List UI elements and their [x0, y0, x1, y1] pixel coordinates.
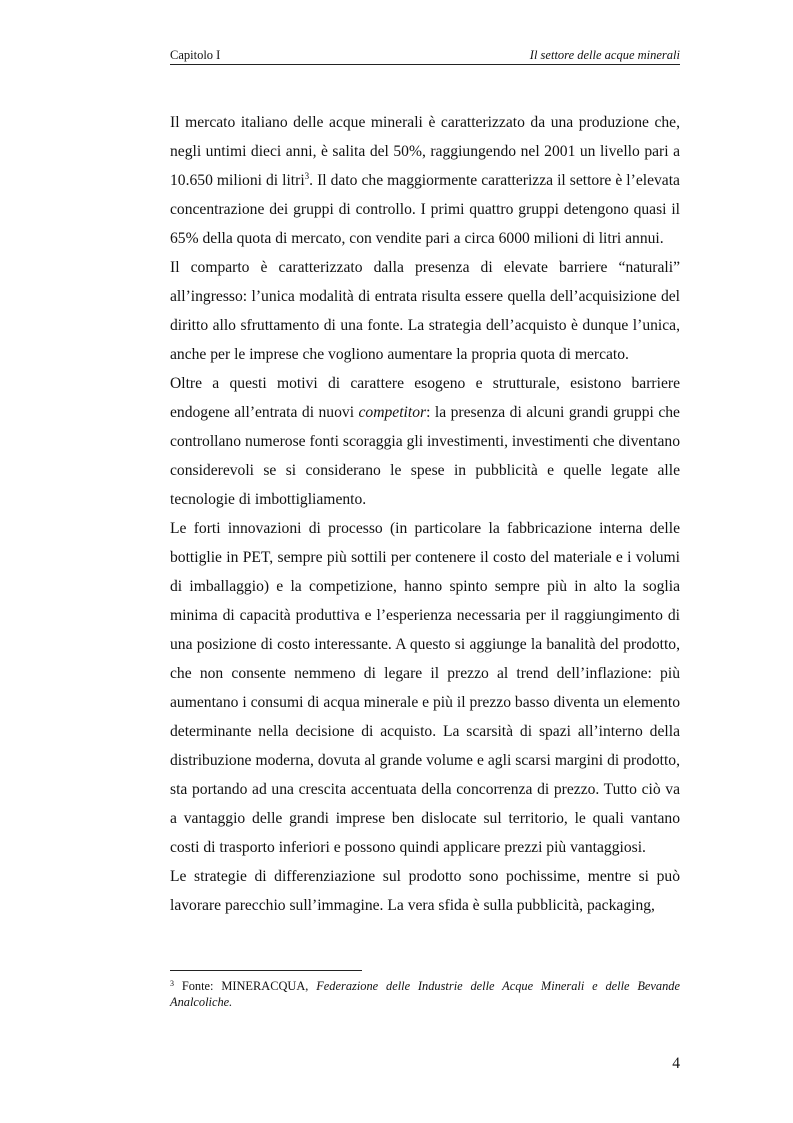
paragraph-1 — [170, 108, 680, 253]
paragraph-5: Le strategie di differenziazione sul prodotto sono pochissime, mentre si può lavorare parecchio sull’immagine. La vera sfida è sulla pubblicità, packaging, — [170, 868, 680, 914]
footnote-text: Fonte: MINERACQUA, — [174, 979, 317, 993]
body-text — [170, 108, 680, 920]
paragraph-3 — [170, 369, 680, 514]
footnote-emphasis: Federazione delle Industrie delle Acque Minerali e delle Bevande Analcoliche. — [170, 979, 680, 1009]
paragraph-3-text-a: Oltre a questi motivi di carattere esogeno e strutturale, esistono barriere endogene all’entrata di nuovi — [170, 375, 680, 421]
running-header — [170, 48, 680, 65]
paragraph-3-text-b: : la presenza di alcuni grandi gruppi che controllano numerose fonti scoraggia gli investimenti, investimenti che diventano considerevoli se si considerano le spese in pubblicità e quelle legate alle tecnologie di imbottigliamento. — [170, 404, 680, 508]
footnote-number: 3 — [170, 979, 174, 988]
paragraph-3-emphasis: competitor — [358, 404, 427, 421]
footnote-3 — [170, 978, 680, 1010]
paragraph-4: Le forti innovazioni di processo (in particolare la fabbricazione interna delle bottiglie in PET, sempre più sottili per contenere il costo del materiale e i volumi di imballaggio) e la competizione, hanno spinto sempre più in alto la soglia minima di capacità produttiva e l’esperienza necessaria per il raggiungimento di una posizione di costo interessante. A questo si aggiunge la banalità del prodotto, che non consente nemmeno di legare il prezzo al trend dell’inflazione: più aumentano i consumi di acqua minerale e più il prezzo basso diventa un elemento determinante nella decisione di acquisto. La scarsità di spazi all’interno della distribuzione moderna, dovuta al grande volume e agli scarsi margini di prodotto, sta portando ad una crescita accentuata della concorrenza di prezzo. Tutto ciò va a vantaggio delle grandi imprese ben dislocate sul territorio, le quali vantano costi di trasporto inferiori e possono quindi applicare prezzi più vantaggiosi. — [170, 520, 680, 856]
paragraph-2: Il comparto è caratterizzato dalla presenza di elevate barriere “naturali” all’ingresso: l’unica modalità di entrata risulta essere quella dell’acquisizione del diritto allo sfruttamento di una fonte. La strategia dell’acquisto è dunque l’unica, anche per le imprese che vogliono aumentare la propria quota di mercato. — [170, 259, 680, 363]
paragraph-1-text-a: Il mercato italiano delle acque minerali è caratterizzato da una produzione che, negli untimi dieci anni, è salita del 50%, raggiungendo nel 2001 un livello pari a 10.650 milioni di litri — [170, 114, 680, 189]
paragraph-1-text-b: . Il dato che maggiormente caratterizza il settore è l’elevata concentrazione dei gruppi di controllo. I primi quattro gruppi detengono quasi il 65% della quota di mercato, con vendite pari a circa 6000 milioni di litri annui. — [170, 172, 680, 247]
section-title: Il settore delle acque minerali — [529, 48, 680, 62]
footnote-ref-3[interactable]: 3 — [304, 171, 310, 181]
page-number: 4 — [672, 1055, 680, 1072]
chapter-label: Capitolo I — [170, 48, 221, 62]
footnote-separator — [170, 970, 362, 971]
